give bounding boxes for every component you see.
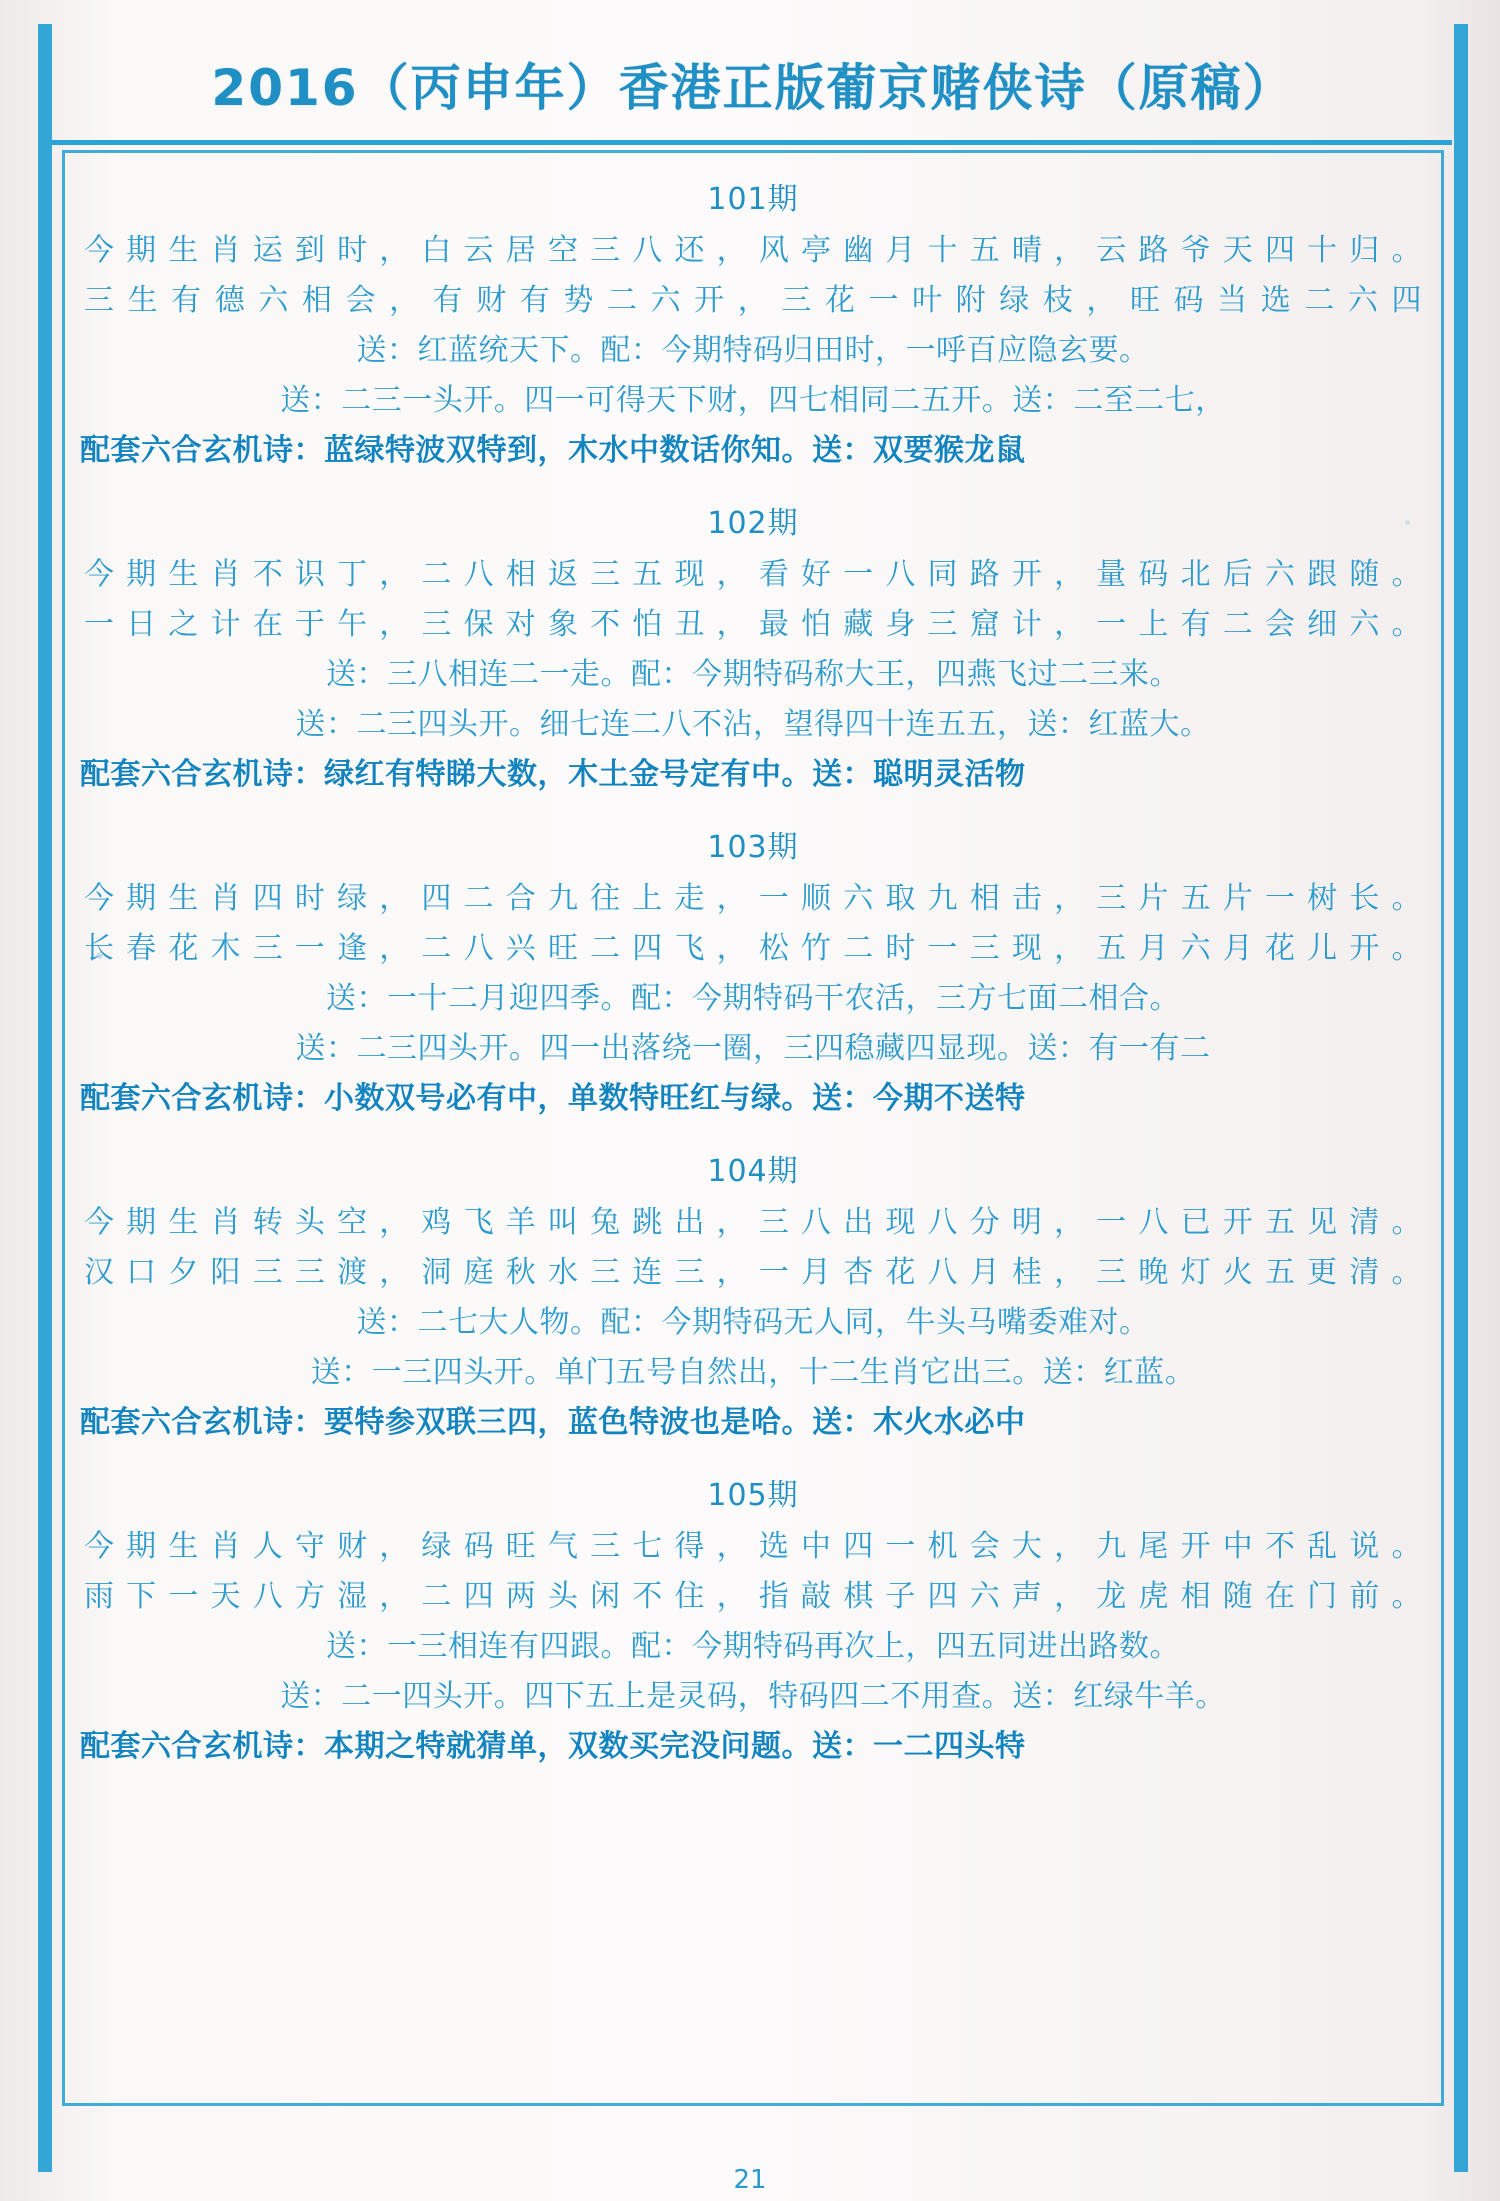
issue-line: 汉口夕阳三三渡，洞庭秋水三连三，一月杏花八月桂，三晚灯火五更清。: [84, 1255, 1422, 1290]
title-divider: [52, 140, 1452, 145]
issue-line: 雨下一天八方湿，二四两头闲不住，指敲棋子四六声，龙虎相随在门前。: [84, 1579, 1422, 1614]
issue-line: 长春花木三一逢，二八兴旺二四飞，松竹二时一三现，五月六月花儿开。: [84, 931, 1422, 966]
bold-label: 配套六合玄机诗：: [80, 1081, 324, 1116]
document-title-bar: [62, 30, 1444, 138]
issue-block: [80, 498, 1426, 800]
page-title: 2016（丙申年）香港正版葡京赌侠诗（原稿）: [211, 59, 1295, 117]
issue-bold-line: [80, 426, 1426, 476]
issue-heading: 101期: [707, 182, 799, 217]
issue-line: 一日之计在于午，三保对象不怕丑，最怕藏身三窟计，一上有二会细六。: [84, 607, 1422, 642]
issue-block: [80, 174, 1426, 476]
issue-block: [80, 1146, 1426, 1448]
bold-text: 蓝绿特波双特到，木水中数话你知。送：双要猴龙鼠: [324, 433, 1026, 468]
bold-label: 配套六合玄机诗：: [80, 433, 324, 468]
issue-block: [80, 822, 1426, 1124]
issue-line: 今期生肖不识丁，二八相返三五现，看好一八同路开，量码北后六跟随。: [84, 557, 1422, 592]
bold-label: 配套六合玄机诗：: [80, 757, 324, 792]
issue-bold-line: [80, 1074, 1426, 1124]
page-number: 21: [733, 2165, 767, 2195]
issue-heading: 102期: [707, 506, 799, 541]
issue-line: 三生有德六相会，有财有势二六开，三花一叶附绿枝，旺码当选二六四: [84, 283, 1422, 318]
issue-bold-line: [80, 1398, 1426, 1448]
issue-line: 送：二七大人物。配：今期特码无人同，牛头马嘴委难对。: [356, 1305, 1150, 1340]
issue-line: 今期生肖人守财，绿码旺气三七得，选中四一机会大，九尾开中不乱说。: [84, 1529, 1422, 1564]
bold-label: 配套六合玄机诗：: [80, 1405, 324, 1440]
issue-line: 送：二三四头开。细七连二八不沾，望得四十连五五，送：红蓝大。: [295, 707, 1211, 742]
issue-line: 送：一三相连有四跟。配：今期特码再次上，四五同进出路数。: [326, 1629, 1180, 1664]
issue-line: 今期生肖运到时，白云居空三八还，风亭幽月十五晴，云路爷天四十归。: [84, 233, 1422, 268]
bold-label: 配套六合玄机诗：: [80, 1729, 324, 1764]
issue-heading: 104期: [707, 1154, 799, 1189]
issue-line: 送：二三一头开。四一可得天下财，四七相同二五开。送：二至二七，: [280, 383, 1226, 418]
bold-text: 本期之特就猜单，双数买完没问题。送：一二四头特: [324, 1729, 1026, 1764]
bold-text: 小数双号必有中，单数特旺红与绿。送：今期不送特: [324, 1081, 1026, 1116]
issue-heading: 103期: [707, 830, 799, 865]
issue-bold-line: [80, 750, 1426, 800]
issue-block: [80, 1470, 1426, 1772]
bold-text: 绿红有特睇大数，木土金号定有中。送：聪明灵活物: [324, 757, 1026, 792]
issue-line: 送：三八相连二一走。配：今期特码称大王，四燕飞过二三来。: [326, 657, 1180, 692]
issue-line: 送：一三四头开。单门五号自然出，十二生肖它出三。送：红蓝。: [310, 1355, 1196, 1390]
issue-heading: 105期: [707, 1478, 799, 1513]
issue-line: 送：二一四头开。四下五上是灵码，特码四二不用查。送：红绿牛羊。: [280, 1679, 1226, 1714]
issue-bold-line: [80, 1722, 1426, 1772]
bold-text: 要特参双联三四，蓝色特波也是哈。送：木火水必中: [324, 1405, 1026, 1440]
issues-container: [70, 158, 1436, 2103]
issue-line: 送：一十二月迎四季。配：今期特码干农活，三方七面二相合。: [326, 981, 1180, 1016]
issue-line: 今期生肖四时绿，四二合九往上走，一顺六取九相击，三片五片一树长。: [84, 881, 1422, 916]
issue-line: 送：二三四头开。四一出落绕一圈，三四稳藏四显现。送：有一有二: [295, 1031, 1211, 1066]
issue-line: 送：红蓝统天下。配：今期特码归田时，一呼百应隐玄要。: [356, 333, 1150, 368]
issue-line: 今期生肖转头空，鸡飞羊叫兔跳出，三八出现八分明，一八已开五见清。: [84, 1205, 1422, 1240]
